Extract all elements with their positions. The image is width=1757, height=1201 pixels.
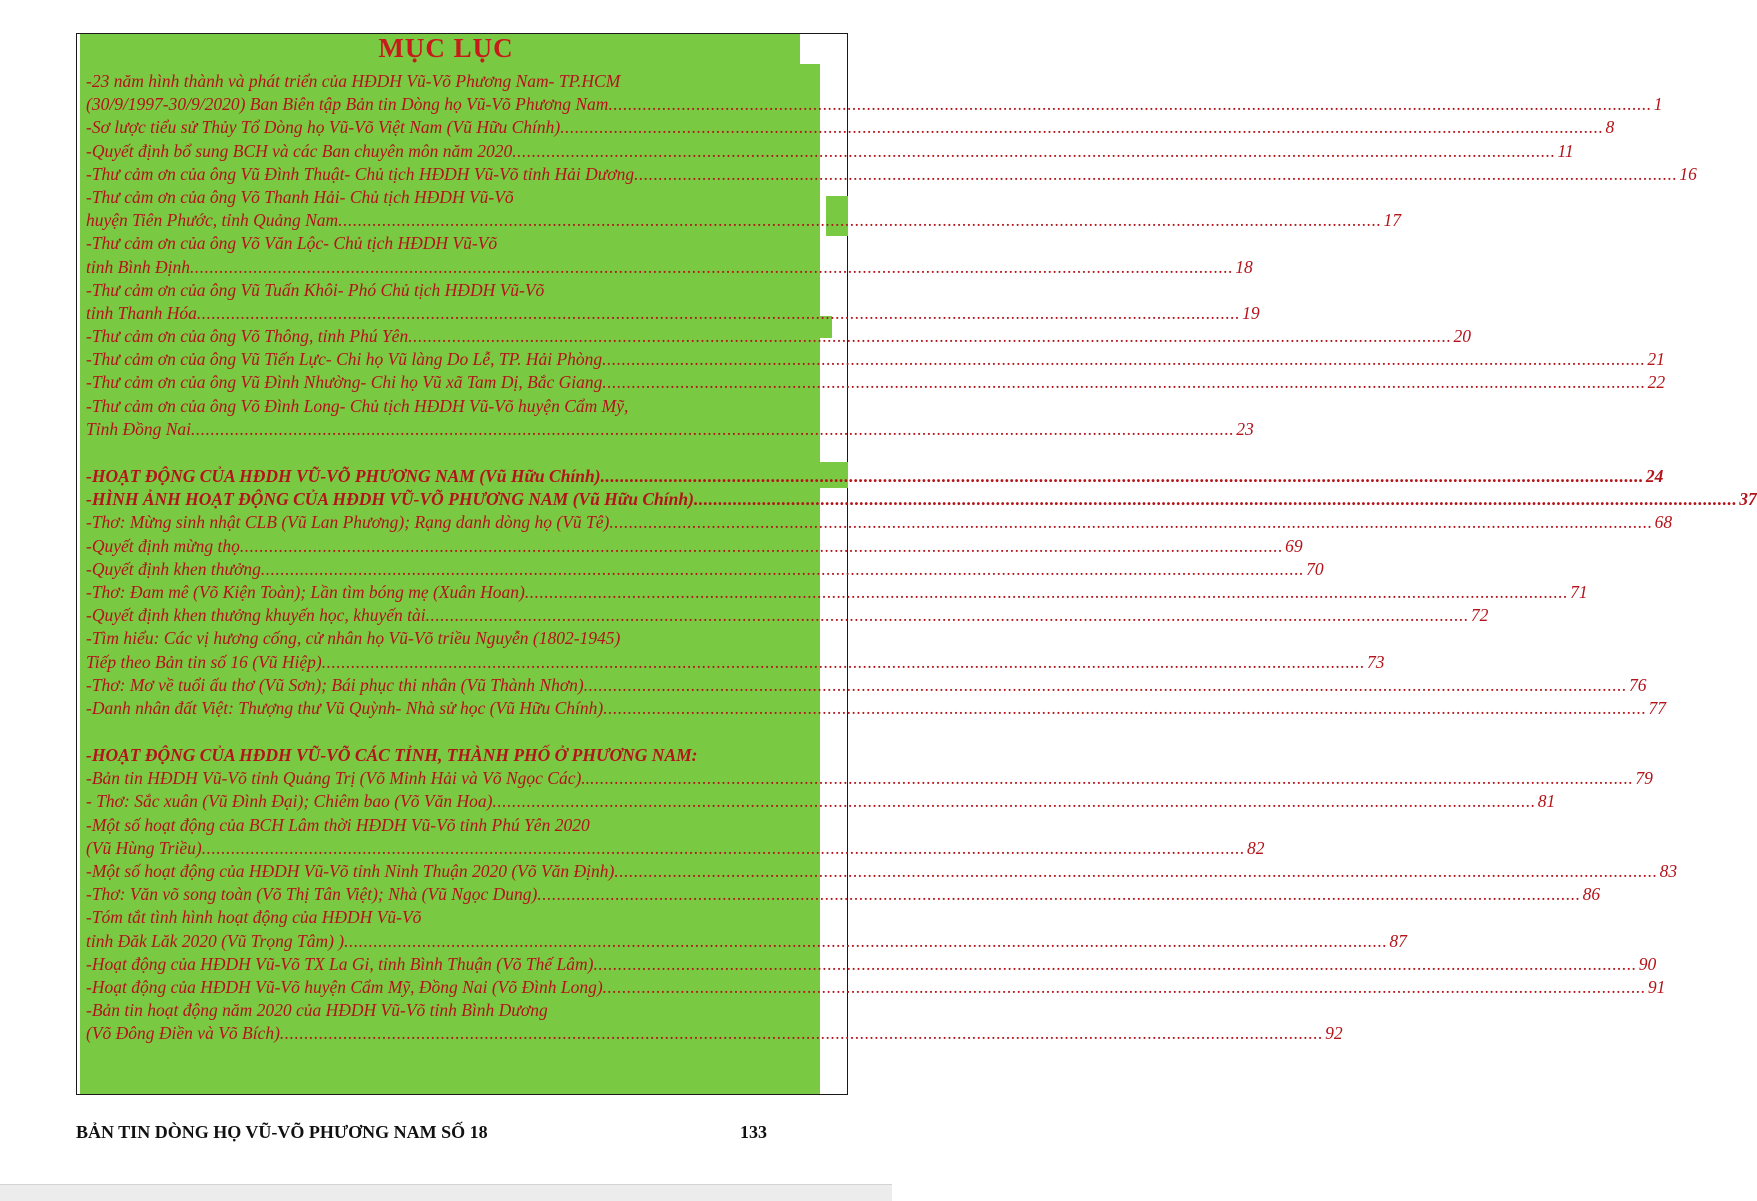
toc-entry: [86, 767, 1653, 790]
toc-entry: [86, 302, 1260, 325]
toc-leader-dots: [512, 140, 1555, 163]
toc-leader-dots: [240, 535, 1283, 558]
toc-entry-text: -Quyết định bổ sung BCH và các Ban chuyên môn năm 2020: [86, 140, 513, 161]
toc-entry-text: -23 năm hình thành và phát triển của HĐDH Vũ-Võ Phương Nam- TP.HCM: [86, 71, 621, 91]
toc-leader-dots: [603, 976, 1646, 999]
toc-entry: [86, 883, 1601, 906]
toc-entry: [86, 395, 796, 418]
toc-leader-dots: [190, 256, 1233, 279]
toc-entry: [86, 627, 796, 650]
toc-leader-dots: [694, 488, 1737, 511]
toc-page-number: 11: [1557, 140, 1574, 161]
toc-leader-dots: [602, 371, 1645, 394]
toc-page-number: 71: [1570, 581, 1588, 602]
toc-entry-text: -Tìm hiểu: Các vị hương cống, cử nhân họ Vũ-Võ triều Nguyễn (1802-1945): [86, 628, 621, 649]
toc-entry-text: -Một số hoạt động của BCH Lâm thời HĐDH Vũ-Võ tỉnh Phú Yên 2020: [86, 814, 590, 835]
toc-page-number: 24: [1645, 466, 1664, 486]
toc-leader-dots: [560, 116, 1603, 139]
toc-page-number: 37: [1739, 489, 1757, 510]
toc-page-number: 82: [1246, 837, 1265, 858]
toc-entry-text: -Quyết định khen thưởng khuyến học, khuyến tài: [86, 605, 426, 626]
toc-entry-text: -Thơ: Đam mê (Võ Kiện Toàn); Lần tìm bóng mẹ (Xuân Hoan): [86, 581, 525, 602]
toc-page-number: 79: [1635, 768, 1653, 789]
toc-entry: [86, 232, 796, 255]
toc-page-number: 16: [1679, 163, 1697, 184]
toc-page-number: 91: [1647, 976, 1666, 997]
toc-entry: [86, 325, 1471, 348]
section-gap: [86, 441, 796, 465]
toc-entry: [86, 465, 1664, 488]
toc-entry-text: -Quyết định khen thưởng: [86, 558, 261, 579]
toc-entry-text: -Thư cảm ơn của ông Võ Văn Lộc- Chủ tịch HĐDH Vũ-Võ: [86, 233, 498, 254]
toc-entry-text: -Sơ lược tiểu sử Thủy Tổ Dòng họ Vũ-Võ Việt Nam (Vũ Hữu Chính): [86, 117, 561, 138]
toc-entry-text: (Vũ Hùng Triều): [86, 837, 202, 858]
toc-entry: [86, 744, 796, 767]
toc-entry: [86, 814, 796, 837]
toc-entry-text: -Quyết định mừng thọ: [86, 535, 240, 556]
toc-page-number: 77: [1648, 697, 1666, 718]
toc-page-number: 69: [1285, 535, 1303, 556]
footer-title: BẢN TIN DÒNG HỌ VŨ-VÕ PHƯƠNG NAM SỐ 18: [76, 1122, 488, 1142]
toc-entry: [86, 348, 1665, 371]
toc-leader-dots: [602, 348, 1645, 371]
toc-entry-text: -Bản tin HĐDH Vũ-Võ tỉnh Quảng Trị (Võ Minh Hải và Võ Ngọc Các)..: [86, 768, 591, 789]
toc-entry: [86, 140, 1574, 163]
toc-entry: [86, 488, 1757, 511]
toc-page-number: 83: [1659, 861, 1678, 881]
toc-leader-dots: [614, 860, 1657, 883]
toc-entry: [86, 976, 1666, 999]
toc-page-number: 70: [1306, 558, 1324, 579]
toc-entry: [86, 906, 796, 929]
toc-leader-dots: [408, 325, 1451, 348]
toc-entry-text: tỉnh Bình Định: [86, 256, 191, 277]
toc-entry: [86, 70, 796, 93]
section-gap: [86, 720, 796, 744]
toc-leader-dots: [492, 790, 1535, 813]
toc-page-number: 22: [1647, 372, 1666, 393]
toc-page-number: 19: [1242, 302, 1260, 323]
toc-page-number: 1: [1653, 94, 1663, 115]
toc-entry: [86, 999, 796, 1022]
toc-leader-dots: [261, 558, 1304, 581]
toc-entry: [86, 418, 1254, 441]
toc-entry-text: tỉnh Thanh Hóa: [86, 302, 197, 323]
toc-entry: [86, 1022, 1343, 1045]
toc-page-number: 21: [1647, 349, 1665, 370]
toc-leader-dots: [338, 209, 1381, 232]
toc-entry: [86, 558, 1324, 581]
table-of-contents: [86, 70, 1757, 1046]
toc-entry: [86, 930, 1407, 953]
toc-leader-dots: [197, 302, 1240, 325]
toc-entry-text: -Thư cảm ơn của ông Võ Đình Long- Chủ tịch HĐDH Vũ-Võ huyện Cẩm Mỹ,: [86, 395, 629, 416]
toc-leader-dots: [426, 604, 1469, 627]
toc-entry: [86, 256, 1253, 279]
toc-leader-dots: [608, 93, 1651, 116]
toc-entry-text: huyện Tiên Phước, tỉnh Quảng Nam: [86, 210, 339, 231]
toc-leader-dots: [344, 930, 1387, 953]
toc-leader-dots: [191, 418, 1234, 441]
toc-page-number: 18: [1235, 256, 1253, 277]
toc-entry: [86, 93, 1663, 116]
toc-page-number: 72: [1470, 605, 1489, 626]
toc-entry-text: -HÌNH ẢNH HOẠT ĐỘNG CỦA HĐDH VŨ-VÕ PHƯƠNG NAM (Vũ Hữu Chính): [86, 489, 694, 510]
toc-leader-dots: [590, 767, 1633, 790]
toc-page-number: 81: [1537, 791, 1556, 812]
toc-page-number: 90: [1638, 953, 1657, 974]
toc-entry: [86, 163, 1697, 186]
toc-leader-dots: [593, 953, 1636, 976]
toc-leader-dots: [603, 697, 1646, 720]
toc-entry-text: -HOẠT ĐỘNG CỦA HĐDH VŨ-VÕ PHƯƠNG NAM (Vũ Hữu Chính): [86, 466, 601, 486]
toc-entry-text: -Một số hoạt động của HĐDH Vũ-Võ tỉnh Ninh Thuận 2020 (Võ Văn Định): [86, 861, 615, 881]
toc-entry: [86, 581, 1588, 604]
toc-page-number: 23: [1236, 418, 1254, 439]
toc-entry-text: -Thư cảm ơn của ông Vũ Tiến Lực- Chi họ Vũ làng Do Lễ, TP. Hải Phòng: [86, 349, 603, 370]
toc-page-number: 87: [1389, 930, 1407, 951]
viewer-bottom-bar: [0, 1184, 892, 1201]
toc-entry: [86, 604, 1489, 627]
toc-entry-text: -Thơ: Văn võ song toàn (Võ Thị Tân Việt); Nhà (Vũ Ngọc Dung): [86, 884, 538, 905]
toc-entry-text: -Thư cảm ơn của ông Vũ Đình Thuật- Chủ tịch HĐDH Vũ-Võ tỉnh Hải Dương: [86, 163, 635, 184]
toc-entry-text: -Thư cảm ơn của ông Võ Thanh Hải- Chủ tịch HĐDH Vũ-Võ: [86, 186, 514, 207]
toc-entry: [86, 651, 1385, 674]
toc-entry-text: -Thư cảm ơn của ông Vũ Tuấn Khôi- Phó Chủ tịch HĐDH Vũ-Võ: [86, 279, 545, 300]
toc-entry-text: -Thơ: Mừng sinh nhật CLB (Vũ Lan Phương); Rạng danh dòng họ (Vũ Tê): [86, 512, 610, 533]
toc-entry-text: -HOẠT ĐỘNG CỦA HĐDH VŨ-VÕ CÁC TỈNH, THÀNH PHỐ Ở PHƯƠNG NAM:: [86, 745, 698, 766]
toc-leader-dots: [322, 651, 1365, 674]
toc-page-number: 17: [1383, 210, 1401, 231]
toc-leader-dots: [280, 1022, 1323, 1045]
toc-entry: [86, 837, 1265, 860]
toc-entry: [86, 953, 1657, 976]
toc-page-number: 92: [1325, 1023, 1343, 1044]
toc-page-number: 68: [1654, 512, 1673, 533]
toc-entry-text: -Thư cảm ơn của ông Võ Thông, tỉnh Phú Yên: [86, 326, 409, 347]
toc-entry-text: -Tóm tắt tình hình hoạt động của HĐDH Vũ-Võ: [86, 907, 422, 928]
footer-page-number: 133: [740, 1122, 767, 1142]
toc-entry: [86, 279, 796, 302]
toc-entry-text: -Hoạt động của HĐDH Vũ-Võ huyện Cẩm Mỹ, Đồng Nai (Võ Đình Long): [86, 976, 603, 997]
toc-leader-dots: [525, 581, 1568, 604]
toc-leader-dots: [584, 674, 1627, 697]
toc-entry-text: -Thư cảm ơn của ông Vũ Đình Nhường- Chi họ Vũ xã Tam Dị, Bắc Giang: [86, 372, 603, 393]
toc-entry: [86, 674, 1647, 697]
toc-entry: [86, 860, 1678, 883]
toc-page-number: 73: [1367, 651, 1385, 672]
toc-entry: [86, 209, 1401, 232]
toc-entry-text: -Thơ: Mơ về tuổi ấu thơ (Vũ Sơn); Bái phục thi nhân (Vũ Thành Nhơn): [86, 674, 584, 695]
toc-entry: [86, 371, 1666, 394]
toc-entry-text: - Thơ: Sắc xuân (Vũ Đình Đại); Chiêm bao (Võ Văn Hoa): [86, 791, 493, 812]
toc-entry-text: (Võ Đông Điền và Võ Bích): [86, 1023, 280, 1044]
toc-entry-text: (30/9/1997-30/9/2020) Ban Biên tập Bản tin Dòng họ Vũ-Võ Phương Nam: [86, 94, 609, 115]
toc-leader-dots: [537, 883, 1580, 906]
toc-entry: [86, 697, 1666, 720]
toc-entry: [86, 116, 1615, 139]
toc-page-number: 76: [1629, 674, 1647, 695]
toc-leader-dots: [634, 163, 1677, 186]
toc-entry-text: tỉnh Đăk Lăk 2020 (Vũ Trọng Tâm) ): [86, 930, 345, 951]
toc-leader-dots: [609, 511, 1652, 534]
toc-entry: [86, 186, 796, 209]
toc-entry-text: Tiếp theo Bản tin số 16 (Vũ Hiệp): [86, 651, 322, 672]
toc-entry: [86, 511, 1673, 534]
toc-entry-text: -Hoạt động của HĐDH Vũ-Võ TX La Gi, tỉnh Bình Thuận (Võ Thế Lâm): [86, 953, 594, 974]
toc-page-number: 8: [1605, 117, 1615, 138]
toc-entry-text: -Bản tin hoạt động năm 2020 của HĐDH Vũ-Võ tỉnh Bình Dương: [86, 1000, 548, 1021]
toc-entry-text: Tỉnh Đồng Nai: [86, 418, 192, 439]
toc-leader-dots: [202, 837, 1245, 860]
page-title: MỤC LỤC: [378, 33, 514, 63]
toc-page-number: 86: [1582, 884, 1601, 905]
toc-entry: [86, 790, 1556, 813]
toc-leader-dots: [601, 465, 1644, 488]
toc-entry: [86, 535, 1303, 558]
toc-entry-text: -Danh nhân đất Việt: Thượng thư Vũ Quỳnh- Nhà sử học (Vũ Hữu Chính): [86, 697, 604, 718]
toc-page-number: 20: [1453, 326, 1471, 347]
